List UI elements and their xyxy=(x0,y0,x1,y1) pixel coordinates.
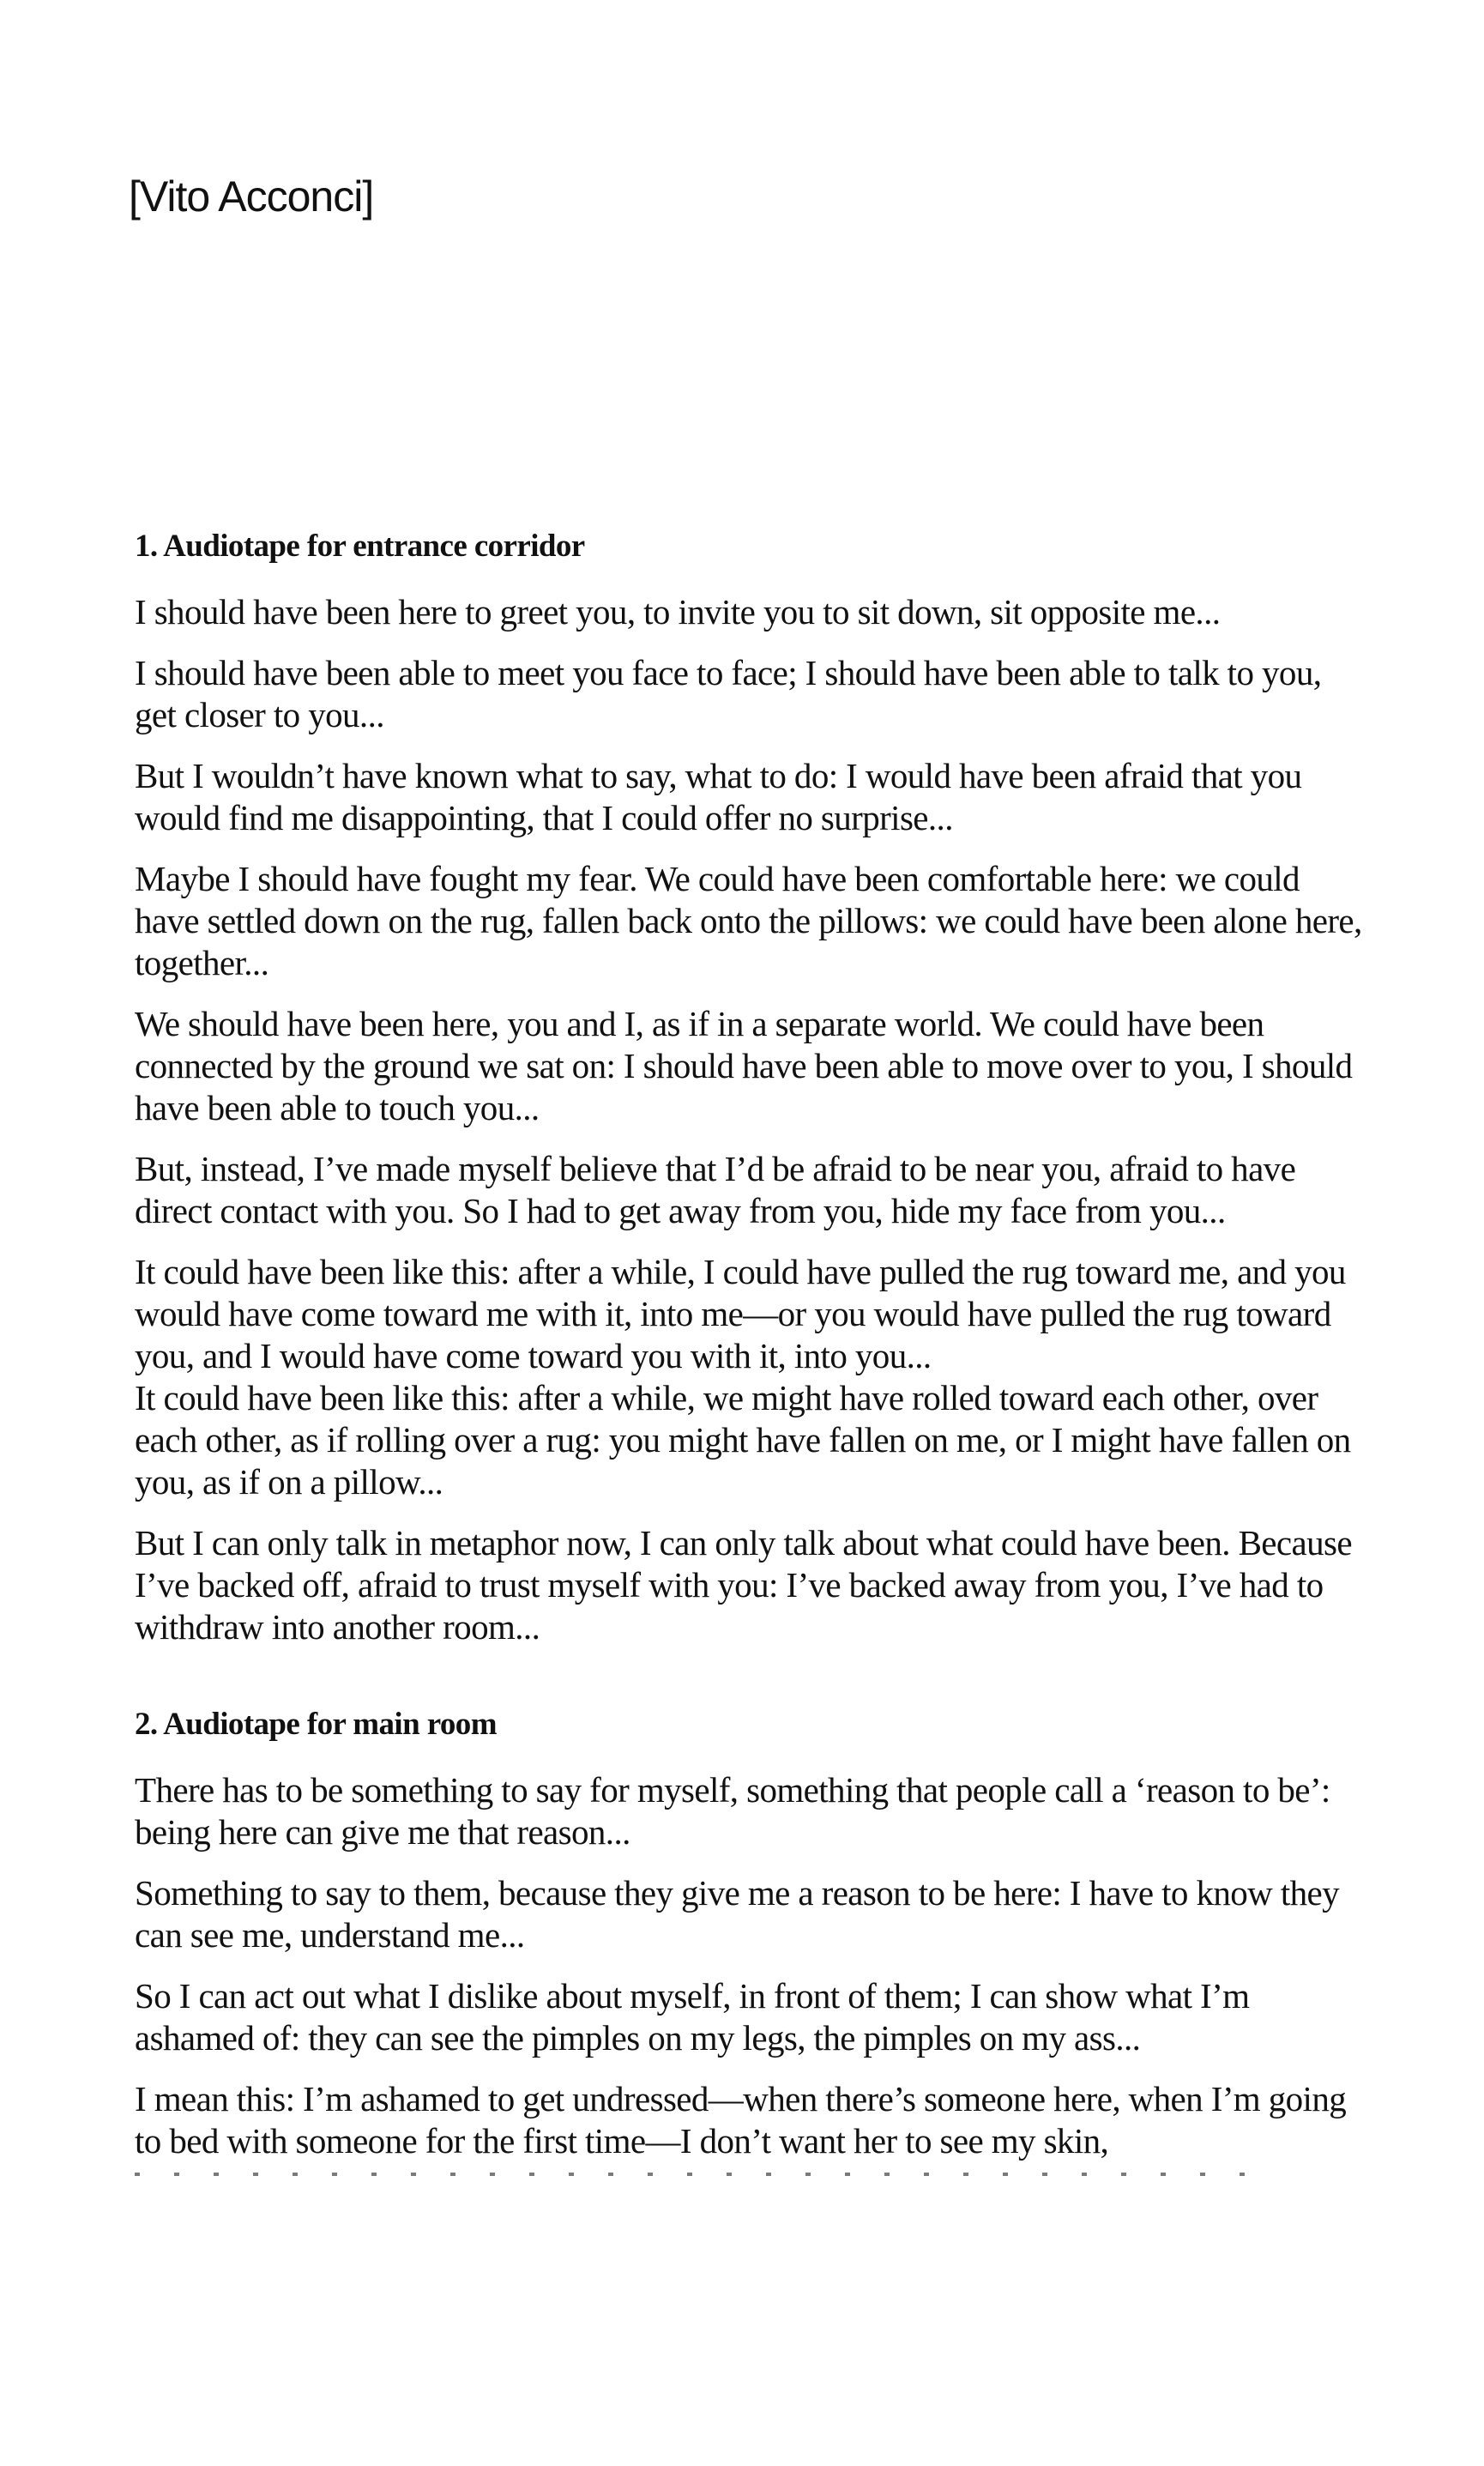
paragraph: We should have been here, you and I, as if in a separate world. We could have been connected by the ground we sat on: I should have been able to move over to you, I should have been able to touch you... xyxy=(135,1004,1353,1127)
section-heading-main-room: 2. Audiotape for main room xyxy=(135,1707,497,1742)
paragraph: It could have been like this: after a while, I could have pulled the rug toward me, and you would have come toward me with it, into me—or you would have pulled the rug toward you, and I would have come toward you with it, into you... xyxy=(135,1252,1346,1375)
paragraph: But I wouldn’t have known what to say, what to do: I would have been afraid that you would find me disappointing, that I could offer no surprise... xyxy=(135,756,1302,837)
paragraph: It could have been like this: after a while, we might have rolled toward each other, over each other, as if rolling over a rug: you might have fallen on me, or I might have fallen on you, as if on a pillow... xyxy=(135,1378,1351,1502)
document-body xyxy=(135,525,1370,2181)
paragraph: So I can act out what I dislike about myself, in front of them; I can show what I’m ashamed of: they can see the pimples on my legs, the pimples on my ass... xyxy=(135,1976,1250,2058)
paragraph: I should have been able to meet you face to face; I should have been able to talk to you, get closer to you... xyxy=(135,653,1322,734)
paragraph: I mean this: I’m ashamed to get undressed—when there’s someone here, when I’m going to bed with someone for the first time—I don’t want her to see my skin, xyxy=(135,2079,1347,2161)
section-heading-entrance-corridor: 1. Audiotape for entrance corridor xyxy=(135,529,585,564)
section-spacer xyxy=(135,1667,1370,1703)
paragraph: Maybe I should have fought my fear. We could have been comfortable here: we could have settled down on the rug, fallen back onto the pillows: we could have been alone here, together... xyxy=(135,859,1362,982)
paragraph: I should have been here to greet you, to invite you to sit down, sit opposite me... xyxy=(135,592,1221,632)
paragraph: But, instead, I’ve made myself believe that I’d be afraid to be near you, afraid to have direct contact with you. So I had to get away from you, hide my face from you... xyxy=(135,1149,1296,1230)
paragraph: But I can only talk in metaphor now, I can only talk about what could have been. Because I’ve backed off, afraid to trust myself with you: I’ve backed away from you, I’ve had to withdraw into another room... xyxy=(135,1523,1352,1647)
author-heading: [Vito Acconci] xyxy=(129,172,374,221)
paragraph: Something to say to them, because they give me a reason to be here: I have to know they can see me, understand me... xyxy=(135,1873,1340,1955)
cut-off-text-line xyxy=(135,2161,1370,2181)
paragraph: There has to be something to say for myself, something that people call a ‘reason to be’: being here can give me that reason... xyxy=(135,1770,1330,1852)
